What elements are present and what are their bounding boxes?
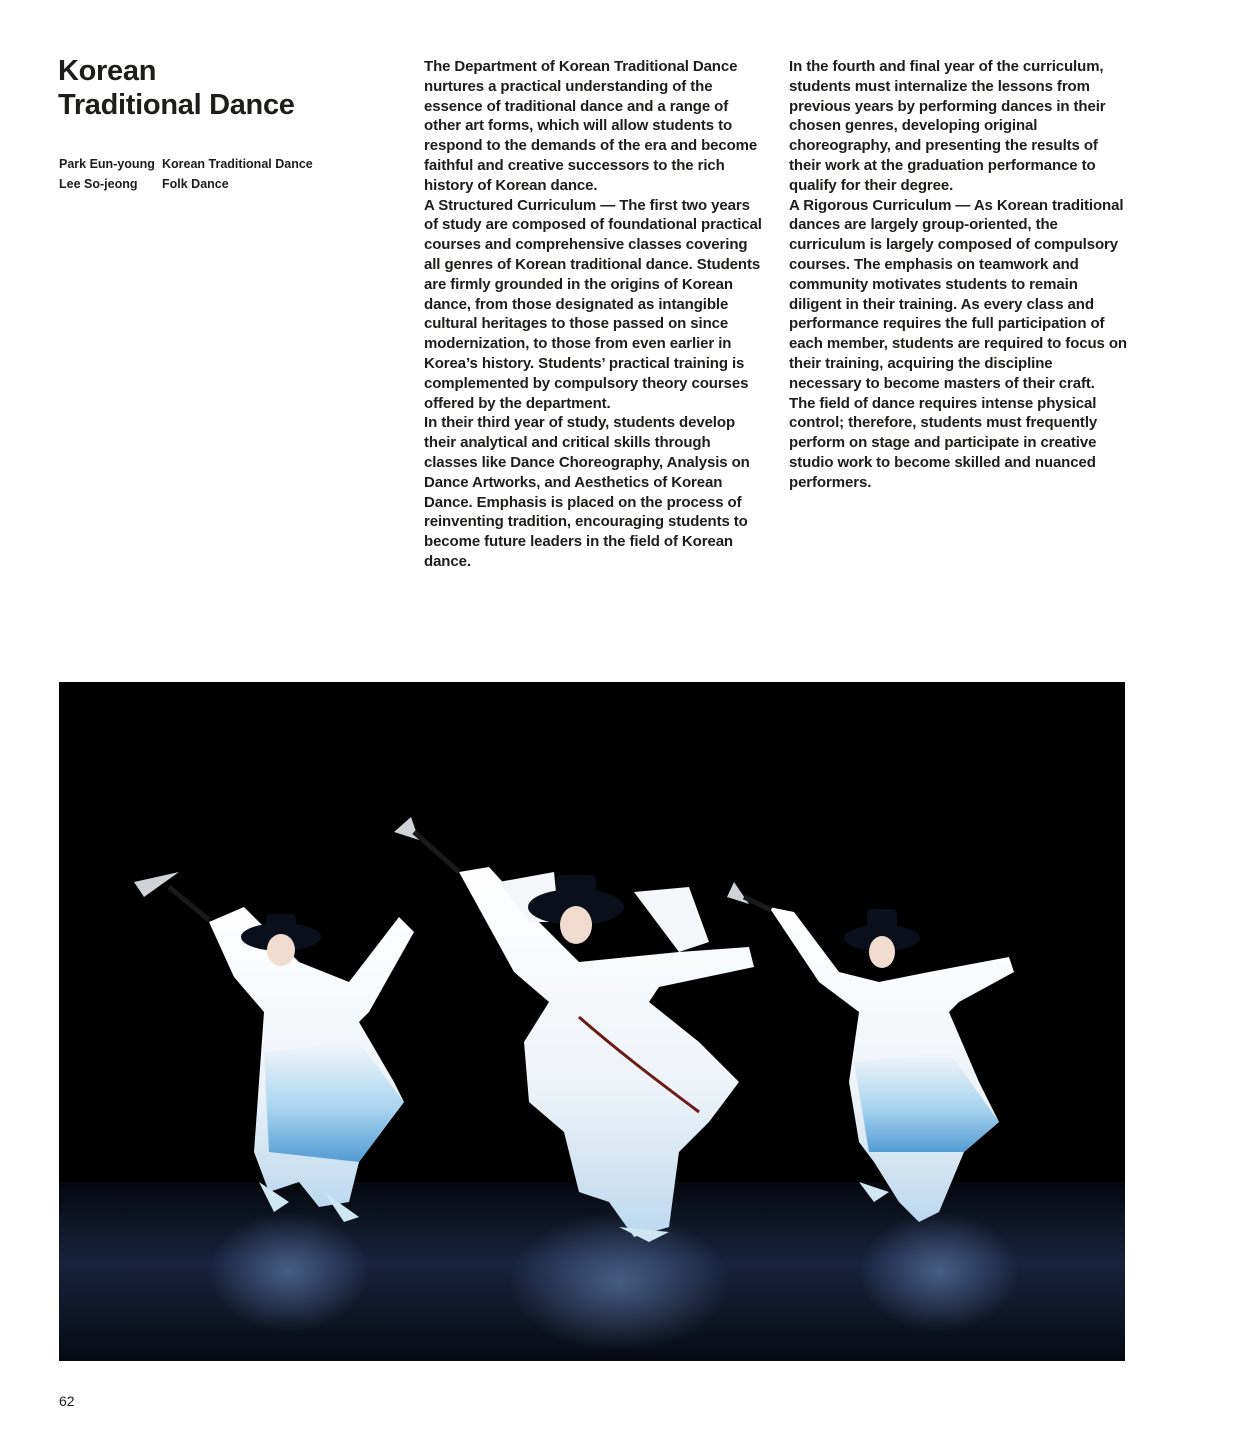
title-line-1: Korean bbox=[58, 55, 157, 87]
faculty-row bbox=[59, 154, 313, 174]
dance-performance-photo bbox=[59, 682, 1125, 1361]
fourth-year-paragraph: In the fourth and final year of the curriculum, students must internalize the lessons from previous years by performing dances in their chosen genres, developing original choreography, and presenting the results of their work at the graduation performance to qualify for their degree. bbox=[789, 58, 1106, 194]
page-number: 62 bbox=[59, 1393, 75, 1409]
faculty-row bbox=[59, 174, 313, 194]
intro-paragraph: The Department of Korean Traditional Dance nurtures a practical understanding of the essence of traditional dance and a range of other art forms, which will allow students to respond to the demands of the era and become faithful and creative successors to the rich history of Korean dance. bbox=[424, 58, 758, 194]
faculty-field: Korean Traditional Dance bbox=[162, 157, 313, 171]
third-year-paragraph: In their third year of study, students develop their analytical and critical skills through classes like Dance Choreography, Analysis on Dance Artworks, and Aesthetics of Korean Dance. Emphasis is placed on the process of reinventing tradition, encouraging students to become future leaders in the field of Korean dance. bbox=[424, 414, 750, 570]
title-line-2: Traditional Dance bbox=[58, 89, 295, 121]
faculty-name: Park Eun-young bbox=[59, 157, 155, 171]
text-column-2 bbox=[789, 57, 1129, 493]
physical-control-paragraph: The field of dance requires intense physical control; therefore, students must frequently perform on stage and participate in creative studio work to become skilled and nuanced performers. bbox=[789, 394, 1098, 491]
page-title bbox=[58, 54, 295, 122]
faculty-list bbox=[59, 154, 313, 194]
faculty-field: Folk Dance bbox=[162, 177, 229, 191]
text-column-1 bbox=[424, 57, 764, 572]
faculty-name: Lee So-jeong bbox=[59, 177, 138, 191]
structured-curriculum-paragraph: A Structured Curriculum — The first two years of study are composed of foundational practical courses and comprehensive classes covering all genres of Korean traditional dance. Students are firmly grounded in the origins of Korean dance, from those designated as intangible cultural heritages to those passed on since modernization, to those from even earlier in Korea’s history. Students’ practical training is complemented by compulsory theory courses offered by the department. bbox=[424, 196, 762, 412]
rigorous-curriculum-paragraph: A Rigorous Curriculum — As Korean traditional dances are largely group-oriented, the curriculum is largely composed of compulsory courses. The emphasis on teamwork and community motivates students to remain diligent in their training. As every class and performance requires the full participation of each member, students are required to focus on their training, acquiring the discipline necessary to become masters of their craft. bbox=[789, 196, 1127, 392]
